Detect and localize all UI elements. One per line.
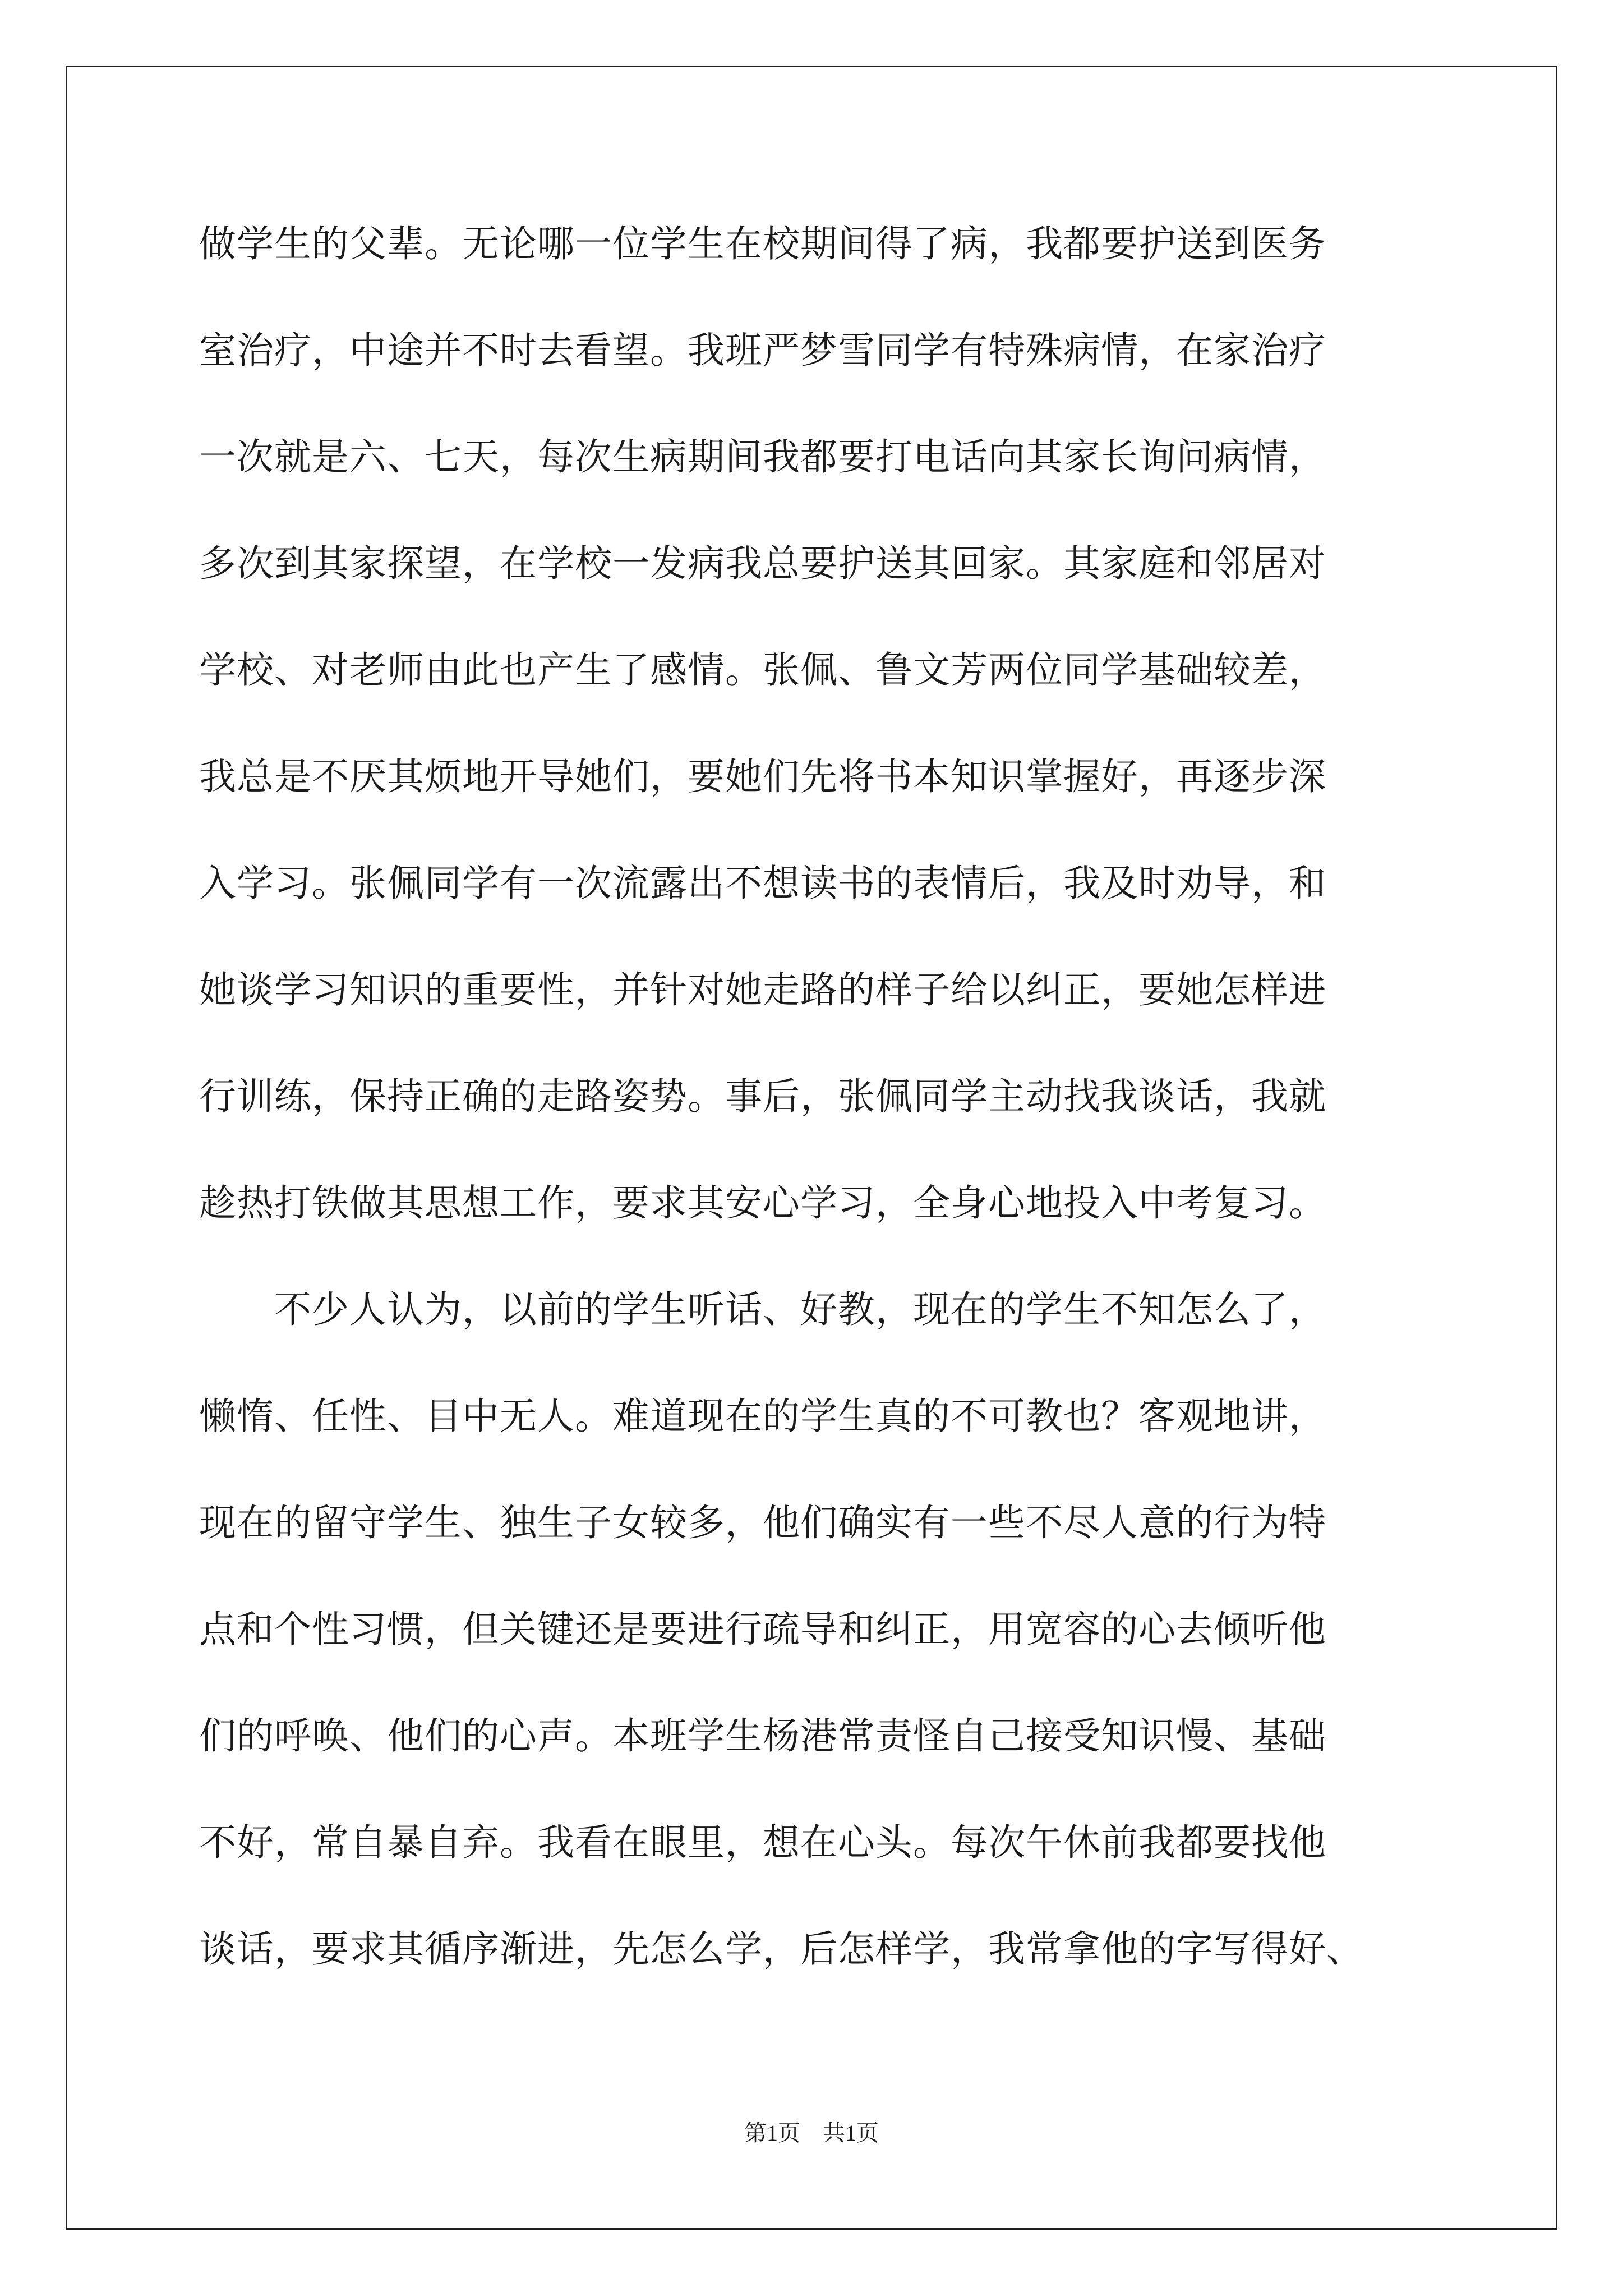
- text-line: 学校、对老师由此也产生了感情。张佩、鲁文芳两位同学基础较差，: [199, 648, 1326, 692]
- text-line: 谈话，要求其循序渐进，先怎么学，后怎样学，我常拿他的字写得好、: [199, 1927, 1364, 1971]
- text-line: 室治疗，中途并不时去看望。我班严梦雪同学有特殊病情，在家治疗: [199, 329, 1326, 372]
- text-line: 懒惰、任性、目中无人。难道现在的学生真的不可教也？客观地讲，: [199, 1395, 1326, 1438]
- text-line: 我总是不厌其烦地开导她们，要她们先将书本知识掌握好，再逐步深: [199, 755, 1326, 798]
- text-line: 不好，常自暴自弃。我看在眼里，想在心头。每次午休前我都要找他: [199, 1821, 1326, 1864]
- text-line: 点和个性习惯，但关键还是要进行疏导和纠正，用宽容的心去倾听他: [199, 1608, 1326, 1651]
- text-line: 做学生的父辈。无论哪一位学生在校期间得了病，我都要护送到医务: [199, 222, 1326, 265]
- text-line: 现在的留守学生、独生子女较多，他们确实有一些不尽人意的行为特: [199, 1501, 1326, 1544]
- text-line: 趁热打铁做其思想工作，要求其安心学习，全身心地投入中考复习。: [199, 1181, 1326, 1225]
- text-line: 们的呼唤、他们的心声。本班学生杨港常责怪自己接受知识慢、基础: [199, 1714, 1326, 1757]
- page-number-footer: 第1页 共1页: [744, 2120, 879, 2146]
- document-body: [199, 210, 1461, 2022]
- text-line: 多次到其家探望，在学校一发病我总要护送其回家。其家庭和邻居对: [199, 542, 1326, 585]
- text-line: 她谈学习知识的重要性，并针对她走路的样子给以纠正，要她怎样进: [199, 968, 1326, 1011]
- text-line: 一次就是六、七天，每次生病期间我都要打电话向其家长询问病情，: [199, 435, 1326, 478]
- text-line: 入学习。张佩同学有一次流露出不想读书的表情后，我及时劝导，和: [199, 862, 1326, 905]
- text-line: 不少人认为，以前的学生听话、好教，现在的学生不知怎么了，: [199, 1288, 1326, 1331]
- text-line: 行训练，保持正确的走路姿势。事后，张佩同学主动找我谈话，我就: [199, 1075, 1326, 1118]
